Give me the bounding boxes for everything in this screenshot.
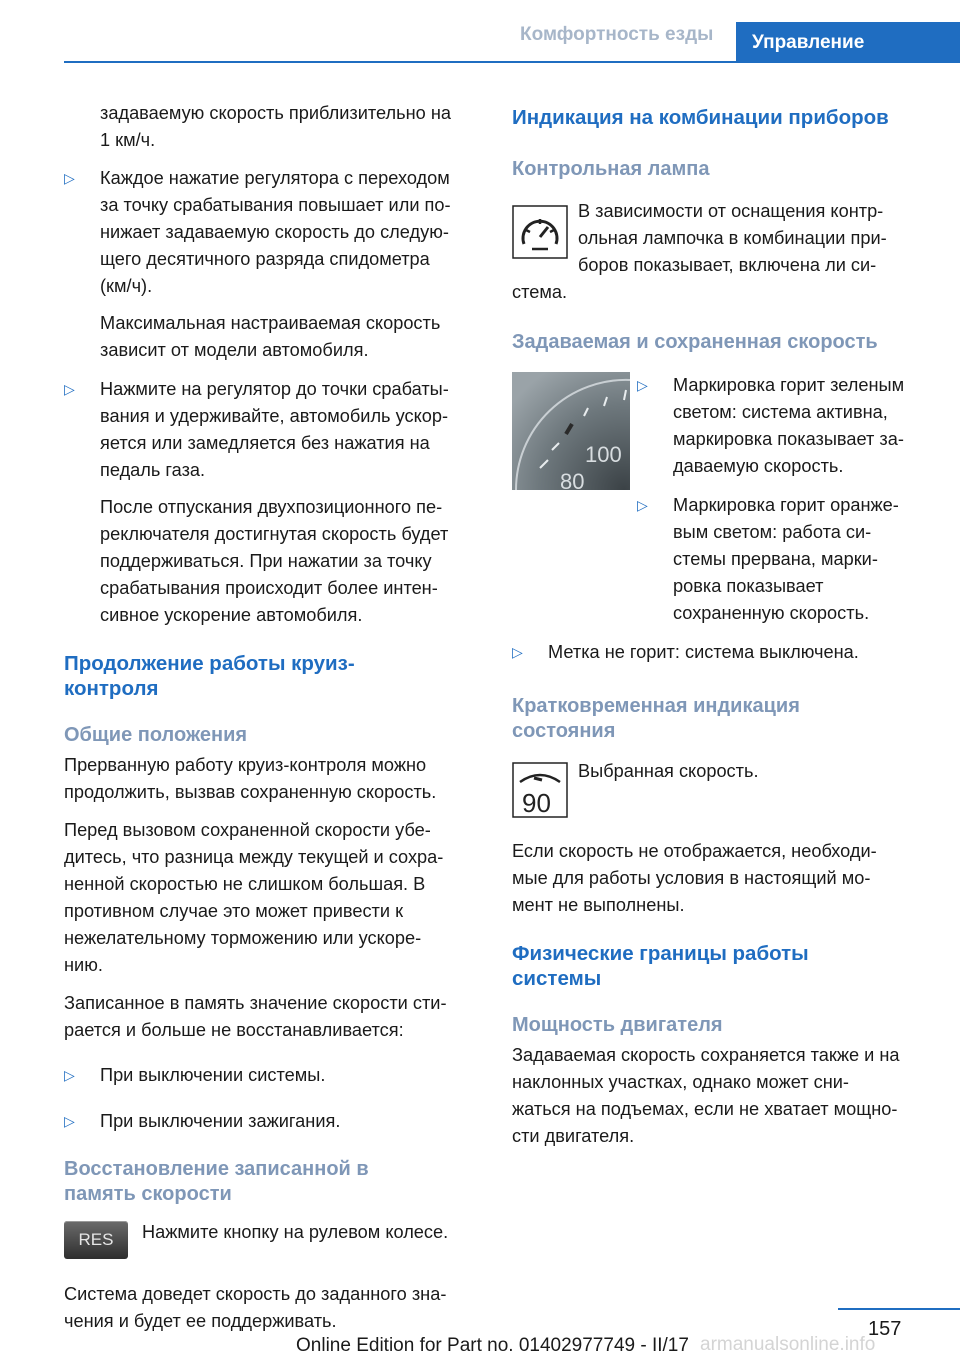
res-label: RES <box>78 1230 114 1249</box>
heading-line: Физические границы работы <box>512 942 809 965</box>
header-rule <box>64 61 960 63</box>
subsection-heading <box>512 694 928 744</box>
text-line: щего десятичного разряда спидометра <box>100 249 430 269</box>
text-line: жаться на подъемах, если не хватает мощно‐ <box>512 1099 898 1119</box>
text-line: педаль газа. <box>100 460 206 480</box>
text-line: Нажмите кнопку на рулевом колесе. <box>142 1222 449 1242</box>
edition-note: Online Edition for Part no. 01402977749 - II/17 <box>296 1335 689 1356</box>
right-column <box>512 100 928 1161</box>
text-line: задаваемую скорость приблизительно на <box>100 103 452 123</box>
triangle-bullet-icon: ▷ <box>64 381 75 397</box>
text-line: нию. <box>64 955 103 975</box>
section-heading: Индикация на комбинации приборов <box>512 106 889 129</box>
res-button-image <box>64 1221 128 1259</box>
section-heading <box>512 941 928 991</box>
text-line: боров показывает, включена ли си‐ <box>578 255 877 275</box>
text-line: сивное ускорение автомобиля. <box>100 605 363 625</box>
text-line: чения и будет ее поддерживать. <box>64 1311 337 1331</box>
text-line: ровка показывает <box>673 576 824 596</box>
text-line: ольная лампочка в комбинации при‐ <box>578 228 887 248</box>
subsection-heading: Мощность двигателя <box>512 1014 723 1036</box>
text-line: Маркировка горит зеленым <box>673 375 905 395</box>
section-heading <box>64 651 480 701</box>
text-line: зависит от модели автомобиля. <box>100 340 369 360</box>
intro-paragraph <box>64 100 480 154</box>
text-line: мые для работы условия в настоящий мо‐ <box>512 868 871 888</box>
page-header <box>0 0 960 62</box>
res-row <box>64 1219 480 1267</box>
text-line: нижает задаваемую скорость до следую‐ <box>100 222 449 242</box>
text-line: Записанное в память значение скорости сти‐ <box>64 993 447 1013</box>
header-chapter-tab[interactable]: Управление <box>736 22 960 62</box>
cruise-control-lamp-icon <box>512 205 568 264</box>
text-line: Выбранная скорость. <box>578 761 759 781</box>
triangle-bullet-icon: ▷ <box>64 170 75 186</box>
list-item <box>64 165 480 364</box>
watermark-url: armanualsonline.info <box>700 1334 876 1355</box>
triangle-bullet-icon: ▷ <box>64 1067 75 1083</box>
paragraph <box>64 752 480 806</box>
list-item <box>64 1108 480 1135</box>
triangle-bullet-icon: ▷ <box>637 377 648 393</box>
left-column <box>64 100 480 1346</box>
text-line: противном случае это может привести к <box>64 901 404 921</box>
speed-marker-row <box>512 372 928 627</box>
text-line: (км/ч). <box>100 276 153 296</box>
text-line: При выключении зажигания. <box>100 1111 341 1131</box>
text-line: вания и удерживайте, автомобиль ускор‐ <box>100 406 449 426</box>
text-line: При выключении системы. <box>100 1065 326 1085</box>
text-line: Перед вызовом сохраненной скорости убе‐ <box>64 820 431 840</box>
text-line: стемы прервана, марки‐ <box>673 549 878 569</box>
text-line: наклонных участках, однако может сни‐ <box>512 1072 849 1092</box>
watermark-text <box>700 1334 875 1356</box>
text-line: Нажмите на регулятор до точки срабаты‐ <box>100 379 449 399</box>
speedometer-gauge-image <box>512 372 630 495</box>
page-number: 157 <box>868 1318 902 1340</box>
paragraph <box>64 990 480 1044</box>
gauge-label-100: 100 <box>585 442 622 467</box>
text-line: 1 км/ч. <box>100 130 156 150</box>
heading-line: контроля <box>64 677 159 700</box>
triangle-bullet-icon: ▷ <box>512 644 523 660</box>
text-line: После отпускания двухпозиционного пе‐ <box>100 497 443 517</box>
heading-line: Восстановление записанной в <box>64 1158 369 1180</box>
text-line: светом: система активна, <box>673 402 888 422</box>
list-item <box>637 372 928 480</box>
text-line: мент не выполнены. <box>512 895 685 915</box>
text-line: нежелательному торможению или ускоре‐ <box>64 928 422 948</box>
triangle-bullet-icon: ▷ <box>637 497 648 513</box>
text-line: вым светом: работа си‐ <box>673 522 872 542</box>
text-line: яется или замедляется без нажатия на <box>100 433 430 453</box>
text-line: Если скорость не отображается, необходи‐ <box>512 841 877 861</box>
text-line: даваемую скорость. <box>673 456 844 476</box>
lamp-row <box>512 198 928 279</box>
text-line: срабатывания происходит более интен‐ <box>100 578 438 598</box>
heading-line: Кратковременная индикация <box>512 695 800 717</box>
footer-rule <box>838 1308 960 1310</box>
text-line: Максимальная настраиваемая скорость <box>100 313 441 333</box>
text-line: сохраненную скорость. <box>673 603 870 623</box>
text-line: дитесь, что разница между текущей и сохра‐ <box>64 847 444 867</box>
heading-line: состояния <box>512 720 616 742</box>
heading-line: системы <box>512 967 602 990</box>
text-line: Каждое нажатие регулятора с переходом <box>100 168 450 188</box>
paragraph <box>512 1042 928 1150</box>
heading-line: Продолжение работы круиз- <box>64 652 355 675</box>
text-line: Маркировка горит оранже‐ <box>673 495 899 515</box>
text-line: рается и больше не восстанавливается: <box>64 1020 404 1040</box>
brief-row <box>512 758 928 824</box>
speed-icon-value: 90 <box>522 788 551 818</box>
selected-speed-icon <box>512 762 568 823</box>
text-line: за точку срабатывания повышает или по‐ <box>100 195 451 215</box>
text-line: ненной скоростью не слишком большая. В <box>64 874 426 894</box>
text-line: маркировка показывает за‐ <box>673 429 904 449</box>
subsection-heading: Контрольная лампа <box>512 158 710 180</box>
list-item <box>64 376 480 629</box>
header-section-title: Комфортность езды <box>520 24 714 45</box>
text-line: Метка не горит: система выключена. <box>548 642 859 662</box>
subsection-heading <box>64 1157 480 1207</box>
text-line: реключателя достигнутая скорость будет <box>100 524 449 544</box>
triangle-bullet-icon: ▷ <box>64 1113 75 1129</box>
list-item <box>64 1062 480 1089</box>
text-line: Задаваемая скорость сохраняется также и на <box>512 1045 900 1065</box>
heading-line: память скорости <box>64 1183 232 1205</box>
text-line: стема. <box>512 282 568 302</box>
subsection-heading: Задаваемая и сохраненная скорость <box>512 331 878 353</box>
text-line: сти двигателя. <box>512 1126 635 1146</box>
list-item <box>637 492 928 627</box>
list-item <box>512 639 928 666</box>
gauge-label-80: 80 <box>560 469 585 490</box>
text-line: В зависимости от оснащения контр‐ <box>578 201 884 221</box>
text-line: Прерванную работу круиз-контроля можно <box>64 755 427 775</box>
paragraph <box>64 1281 480 1335</box>
paragraph <box>512 838 928 919</box>
text-line: поддерживаться. При нажатии за точку <box>100 551 432 571</box>
paragraph <box>64 817 480 979</box>
text-line: продолжить, вызвав сохраненную скорость. <box>64 782 437 802</box>
subsection-heading: Общие положения <box>64 724 248 746</box>
text-line: Система доведет скорость до заданного зна‐ <box>64 1284 447 1304</box>
